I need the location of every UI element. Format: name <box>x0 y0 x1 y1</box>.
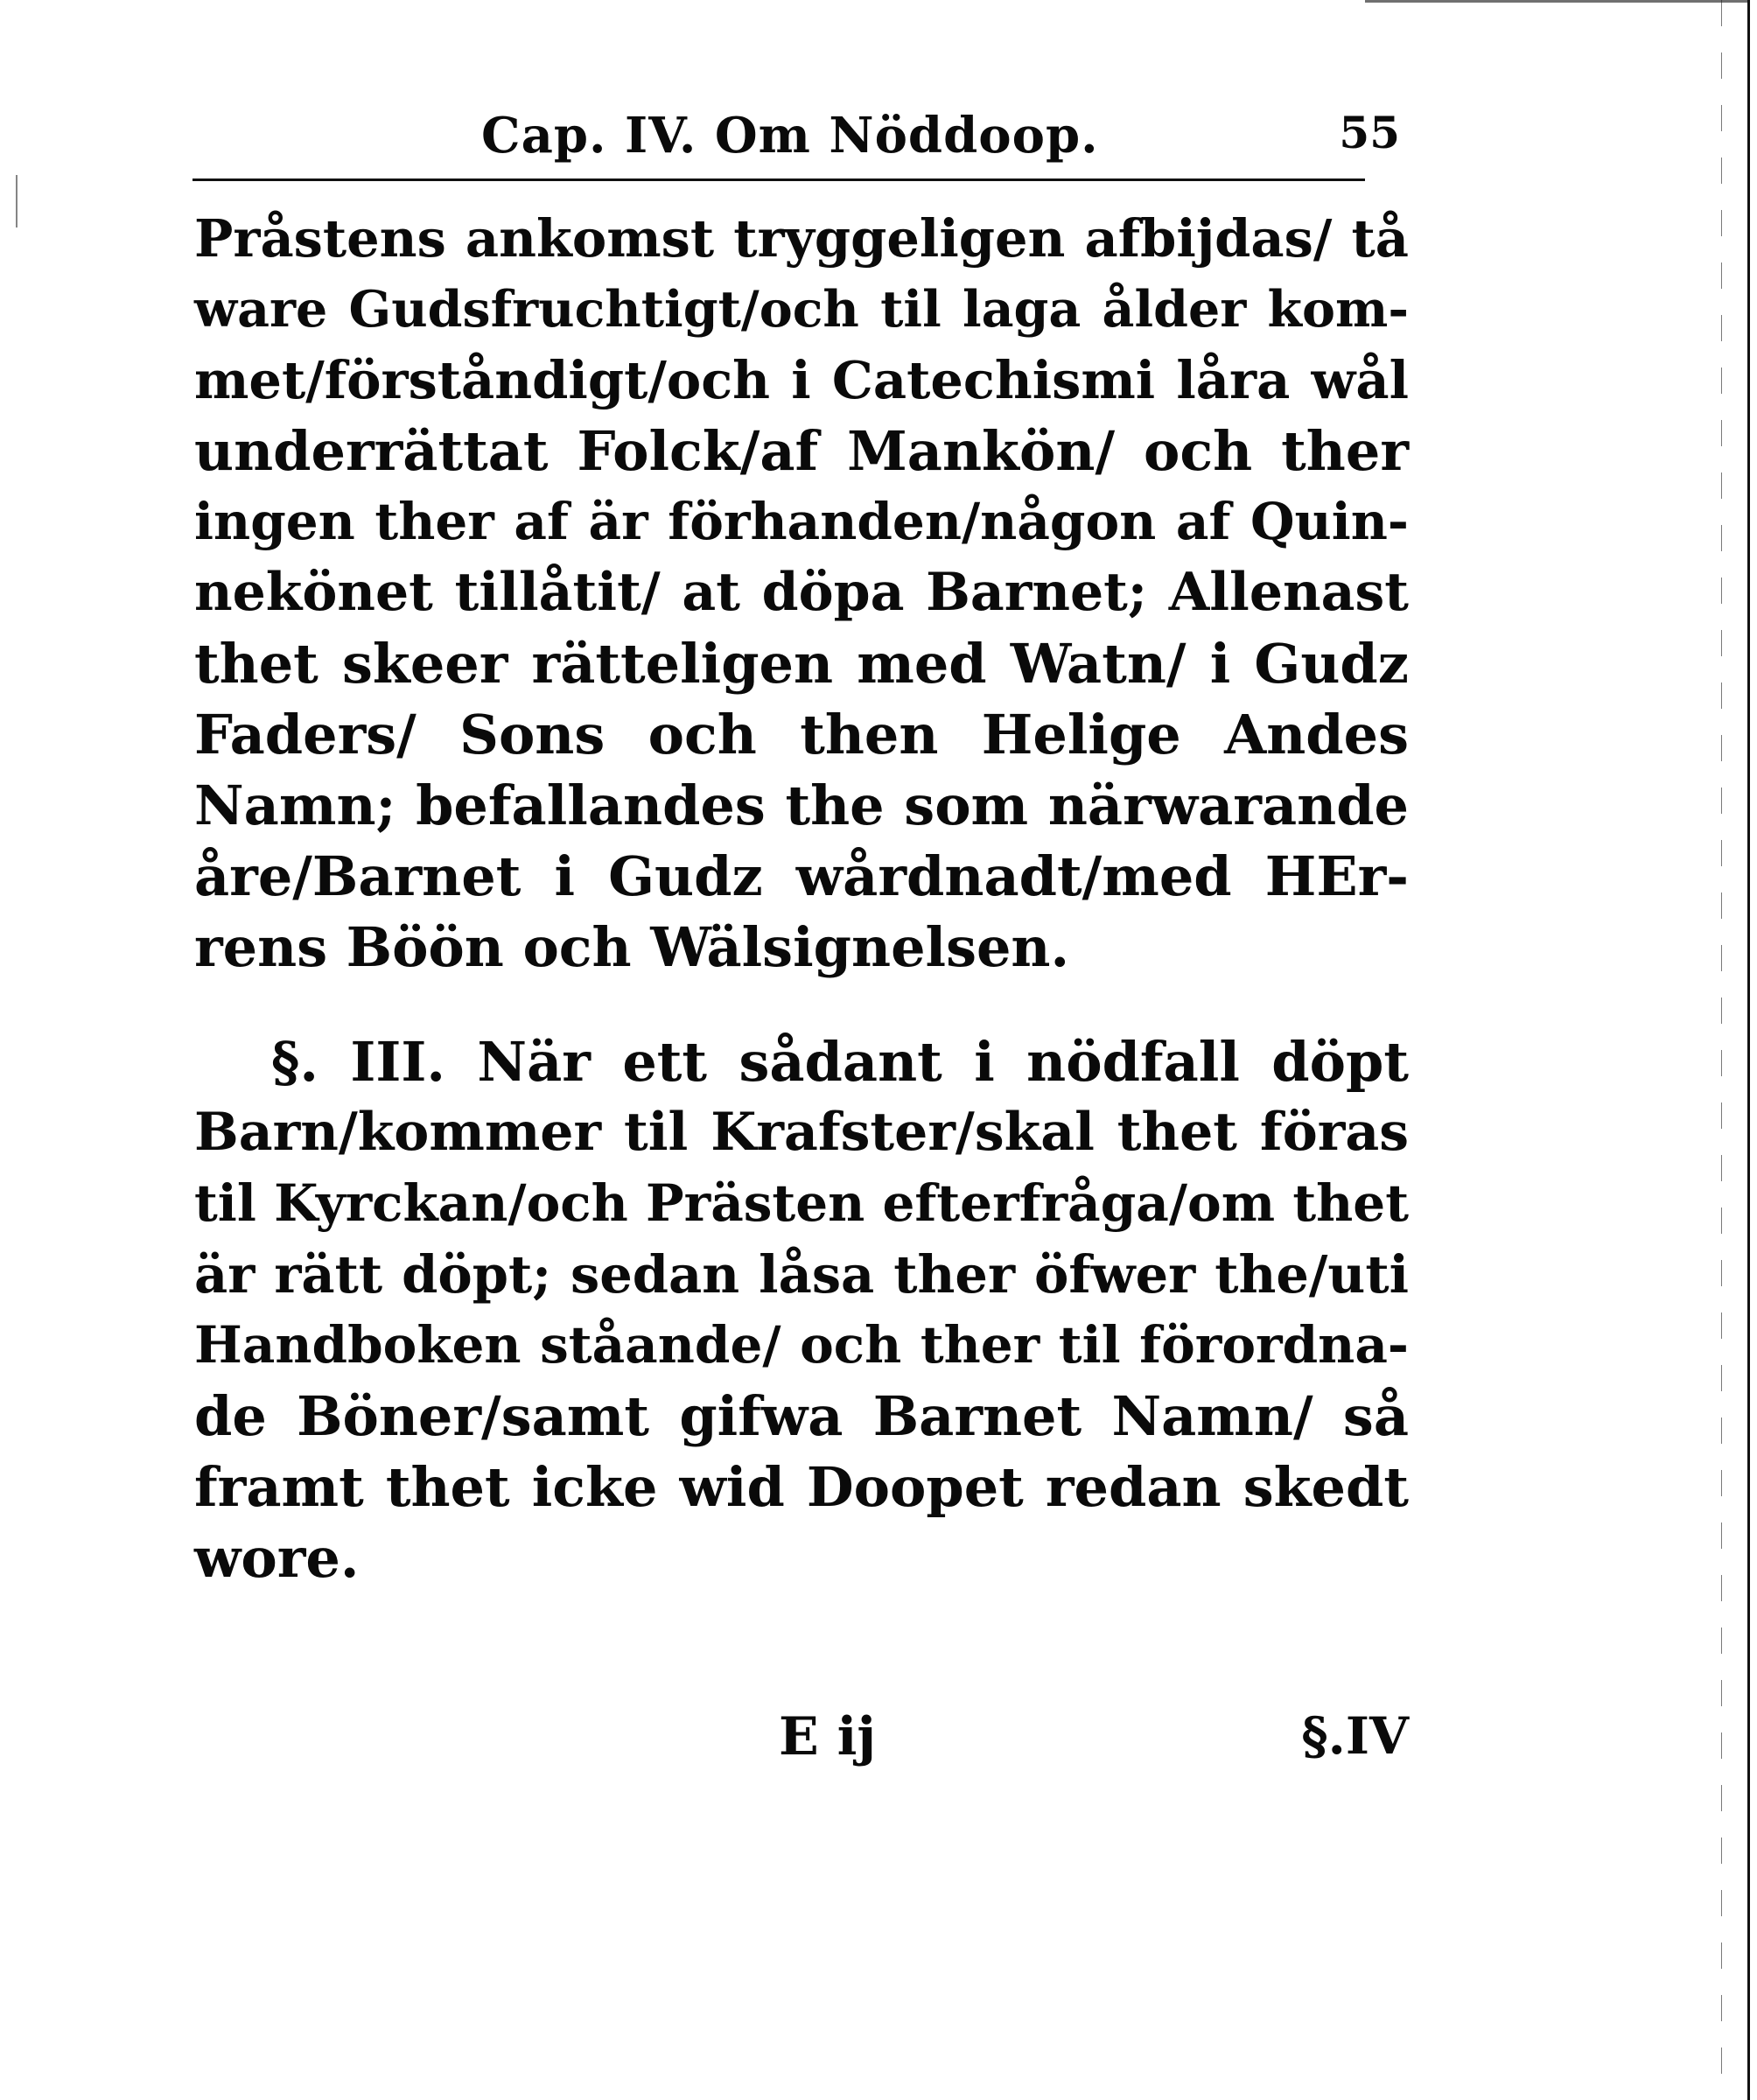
text-line: Namn; befallandes the som närwarande <box>194 774 1409 837</box>
text-line: til Kyrckan/och Prästen efterfråga/om thet <box>194 1173 1409 1233</box>
text-line: är rätt döpt; sedan låsa ther öfwer the/uti <box>194 1244 1409 1305</box>
text-line: Faders/ Sons och then Helige Andes <box>194 703 1409 766</box>
signature-mark: E ij <box>779 1706 877 1768</box>
text-line: underrättat Folck/af Mankön/ och ther <box>194 419 1409 483</box>
paragraph-1 <box>194 203 1409 983</box>
text-line: Handboken ståande/ och ther til förordna- <box>194 1315 1409 1375</box>
text-line: wore. <box>194 1526 360 1590</box>
scan-edge-right-inner <box>1721 0 1722 2100</box>
scan-edge-right <box>1747 0 1750 2100</box>
page-number: 55 <box>1339 107 1400 158</box>
text-line: framt thet icke wid Doopet redan skedt <box>194 1455 1409 1519</box>
paragraph-2 <box>194 1026 1409 1593</box>
text-line: ingen ther af är förhanden/någon af Quin- <box>194 492 1409 551</box>
text-line: åre/Barnet i Gudz wårdnadt/med HEr- <box>194 844 1409 908</box>
section-heading-line: §. III. När ett sådant i nödfall döpt <box>271 1030 1409 1094</box>
text-line: rens Böön och Wälsignelsen. <box>194 915 1070 979</box>
page-header <box>192 107 1400 177</box>
paragraph-gap <box>194 983 1409 1026</box>
page-footer <box>194 1706 1409 1776</box>
text-line: Barn/kommer til Krafster/skal thet föras <box>194 1102 1409 1163</box>
scan-edge-left <box>16 175 18 228</box>
text-line: ware Gudsfruchtigt/och til laga ålder kom- <box>194 280 1409 339</box>
text-line: Pråstens ankomst tryggeligen afbijdas/ tå <box>194 208 1409 269</box>
scan-edge-top <box>1365 0 1750 3</box>
body-text <box>194 203 1409 1593</box>
header-rule <box>192 178 1365 181</box>
catchword: §.IV <box>1301 1706 1409 1766</box>
text-line: de Böner/samt gifwa Barnet Namn/ så <box>194 1384 1409 1448</box>
text-line: thet skeer rätteligen med Watn/ i Gudz <box>194 632 1409 696</box>
text-line: nekönet tillåtit/ at döpa Barnet; Allenast <box>194 562 1409 623</box>
running-title: Cap. IV. Om Nöddoop. <box>481 107 1099 164</box>
text-line: met/förståndigt/och i Catechismi låra wål <box>194 350 1409 410</box>
